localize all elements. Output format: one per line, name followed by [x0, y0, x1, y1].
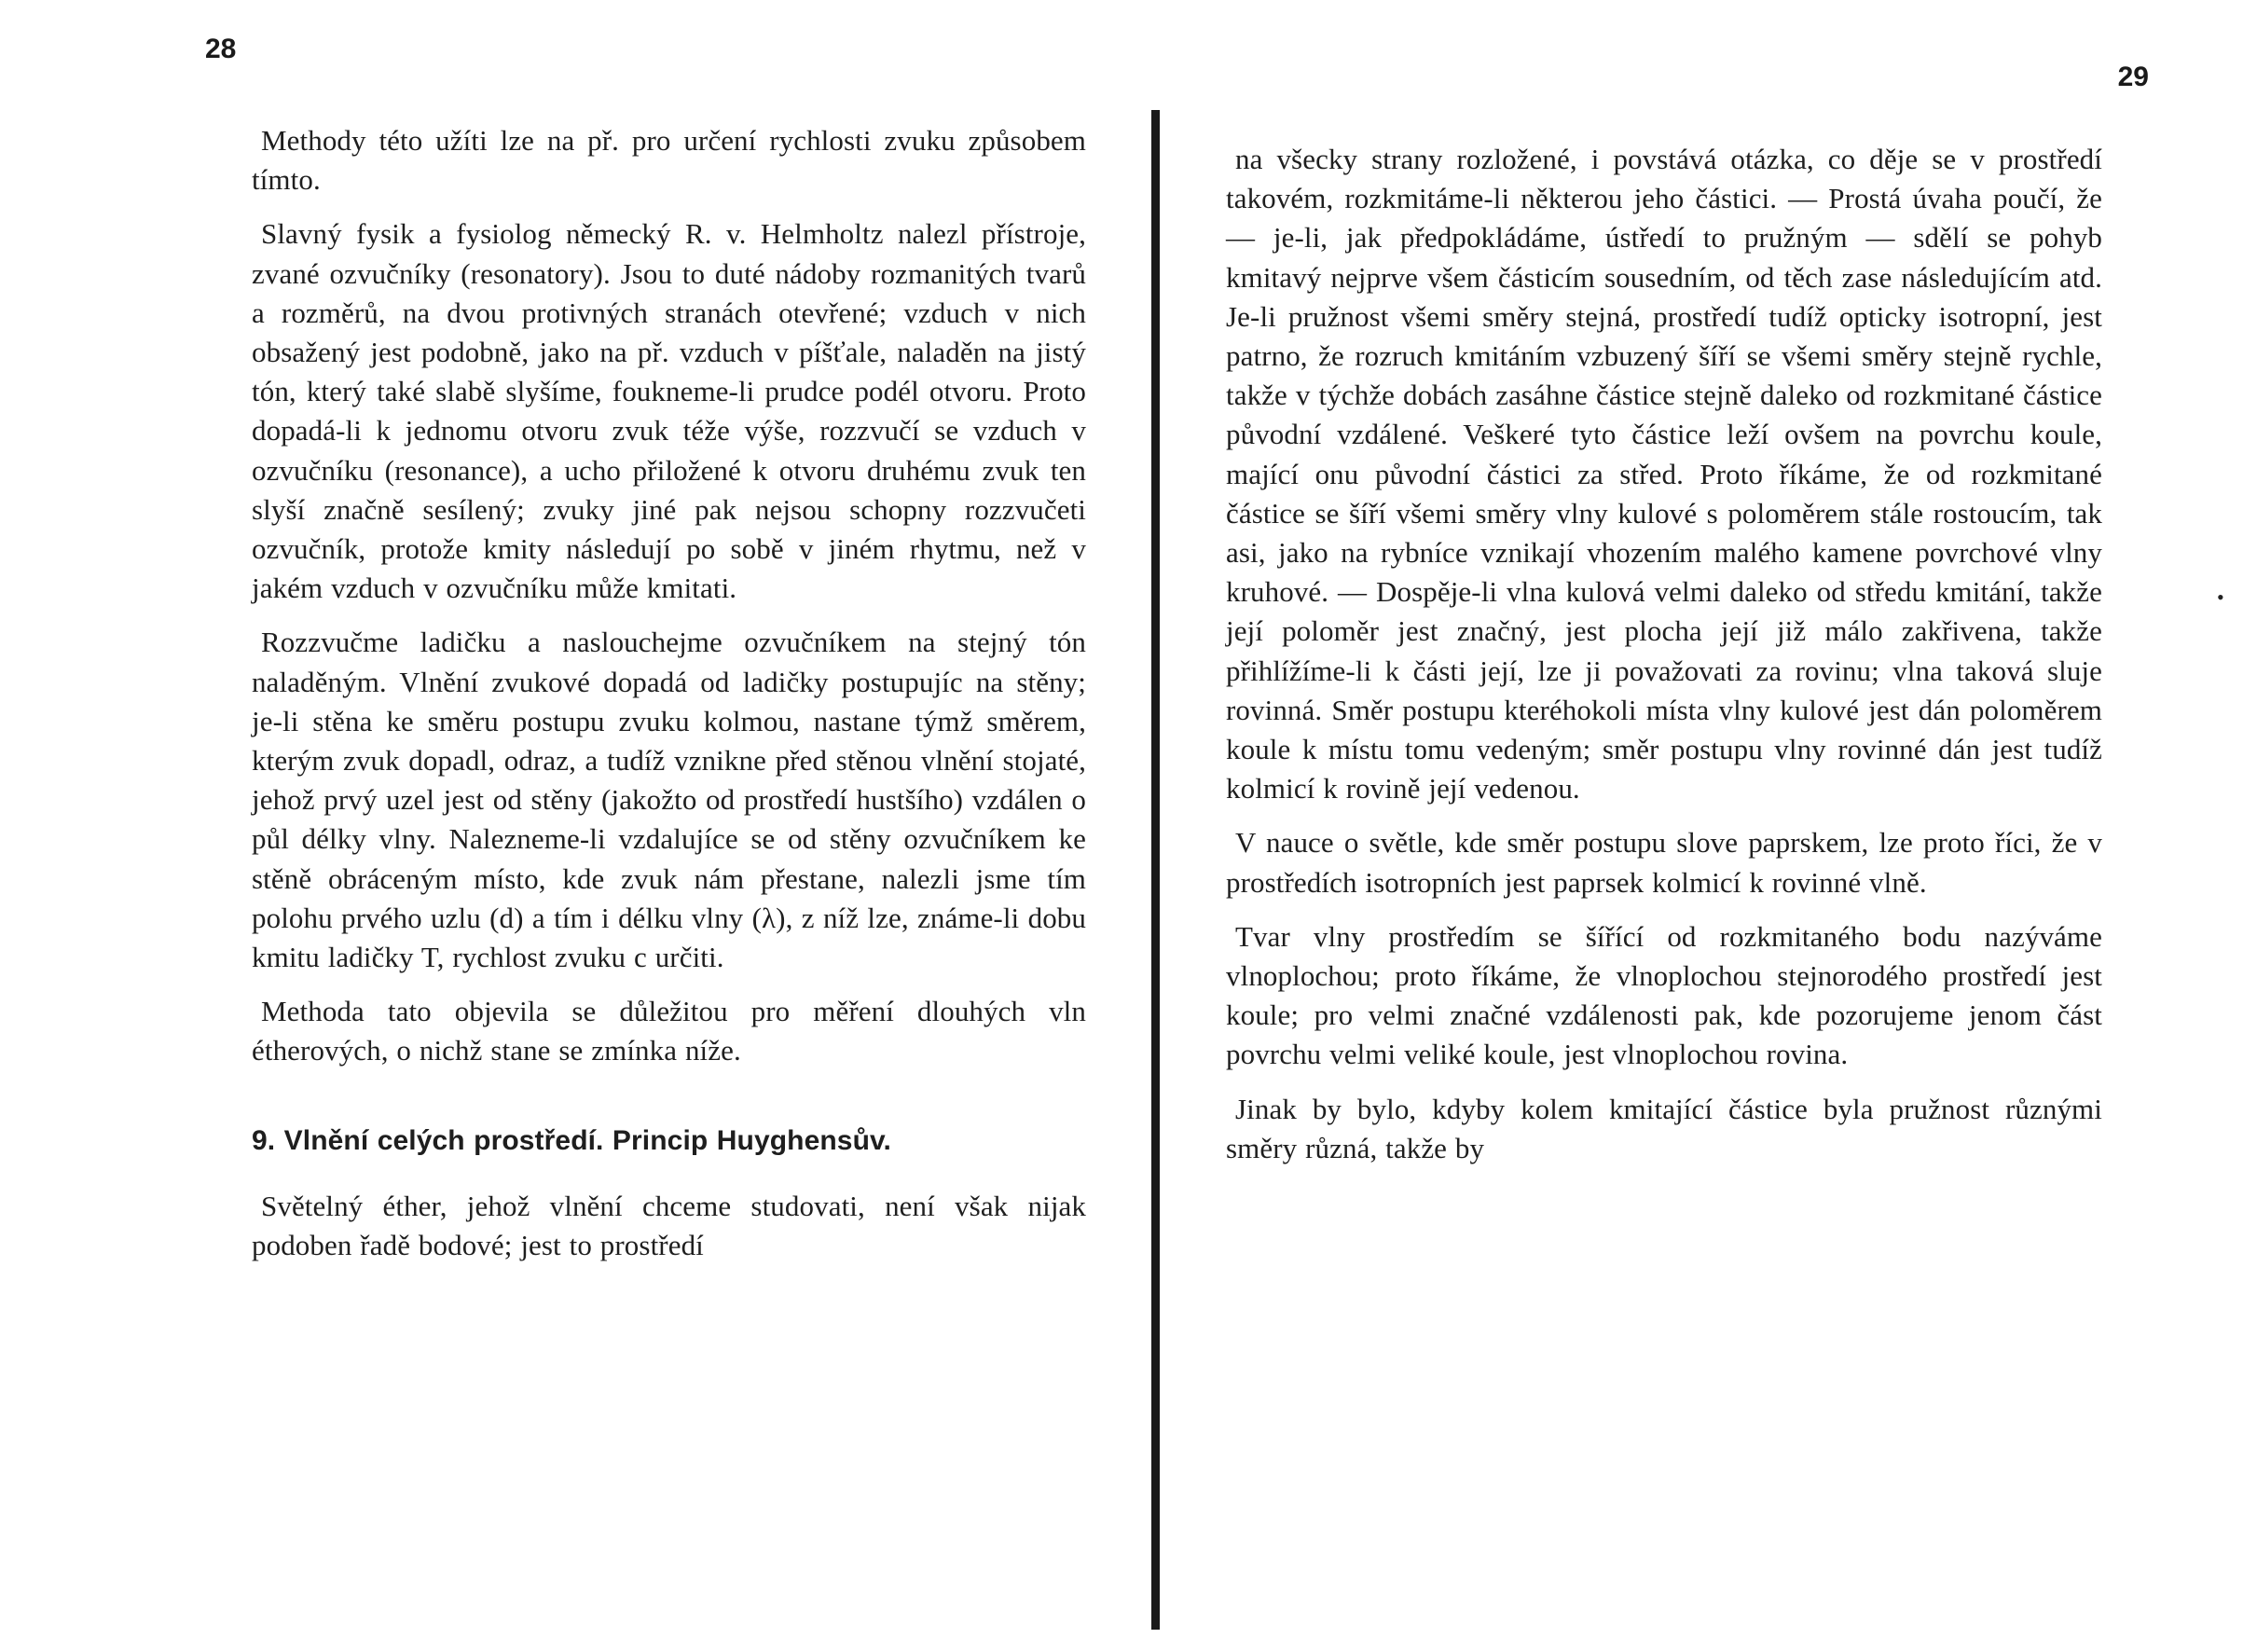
- paragraph: Rozzvučme ladičku a naslouchejme ozvučníkem na stejný tón naladěným. Vlnění zvukové dopadá od ladičky postupujíc na stěny; je-li stěna ke směru postupu zvuku kolmou, nastane týmž směrem, kterým zvuk dopadl, odraz, a tudíž vznikne před stěnou vlnění stojaté, jehož prvý uzel jest od stěny (jakožto od prostředí hustšího) vzdálen o půl délky vlny. Nalezneme-li vzdalujíce se od stěny ozvučníkem ke stěně obráceným místo, kde zvuk nám přestane, nalezli jsme tím polohu prvého uzlu (d) a tím i délku vlny (λ), z níž lze, známe-li dobu kmitu ladičky T, rychlost zvuku c určiti.: [252, 626, 1086, 974]
- paragraph: Slavný fysik a fysiolog německý R. v. Helmholtz nalezl přístroje, zvané ozvučníky (resonatory). Jsou to duté nádoby rozmanitých tvarů a rozměrů, na dvou protivných stranách otevřené; vzduch v nich obsažený jest podobně, jako na př. vzduch v píšťale, naladěn na jistý tón, který také slabě slyšíme, foukneme-li prudce podél otvoru. Proto dopadá-li k jednomu otvoru zvuk téže výše, rozzvučí se vzduch v ozvučníku (resonance), a ucho přiložené k otvoru druhému zvuk ten slyší značně sesílený; zvuky jiné pak nejsou schopny rozzvučeti ozvučník, protože kmity následují po sobě v jiném rhytmu, než v jakém vzduch v ozvučníku může kmitati.: [252, 217, 1086, 605]
- paragraph: V nauce o světle, kde směr postupu slove paprskem, lze proto říci, že v prostředích isotropních jest paprsek kolmicí k rovinné vlně.: [1226, 826, 2102, 899]
- paragraph: Jinak by bylo, kdyby kolem kmitající částice byla pružnost různými směry různá, takže by: [1226, 1092, 2102, 1164]
- paragraph: na všecky strany rozložené, i povstává otázka, co děje se v prostředí takovém, rozkmitáme-li některou jeho částici. — Prostá úvaha poučí, že — je-li, jak předpokládáme, ústředí to pružným — sdělí se pohyb kmitavý nejprve všem částicím sousedním, od těch zase následujícím atd. Je-li pružnost všemi směry stejná, prostředí tudíž opticky isotropní, jest patrno, že rozruch kmitáním vzbuzený šíří se všemi směry stejně rychle, takže v týchže dobách zasáhne částice stejně daleko od rozkmitané částice původní vzdálené. Veškeré tyto částice leží ovšem na povrchu koule, mající onu původní částici za střed. Proto říkáme, že od rozkmitané částice se šíří všemi směry vlny kulové s poloměrem stále rostoucím, tak asi, jako na rybníce vznikají vhozením malého kamene povrchové vlny kruhové. — Dospěje-li vlna kulová velmi daleko od středu kmitání, takže její poloměr jest značný, jest plocha její již málo zakřivena, takže přihlížíme-li k části její, lze ji považovati za rovinu; vlna taková sluje rovinná. Směr postupu kteréhokoli místa vlny kulové jest dán poloměrem koule k místu tomu vedeným; směr postupu vlny rovinné dán jest tudíž kolmicí k rovině její vedenou.: [1226, 143, 2102, 805]
- section-heading: 9. Vlnění celých prostředí. Princip Huyghensův.: [252, 1124, 891, 1156]
- paragraph: Světelný éther, jehož vlnění chceme studovati, není však nijak podoben řadě bodové; jest to prostředí: [252, 1189, 1086, 1261]
- paragraph: Tvar vlny prostředím se šířící od rozkmitaného bodu nazýváme vlnoplochou; proto říkáme, že vlnoplochou stejnorodého prostředí jest koule; pro velmi značné vzdálenosti pak, kde pozorujeme jenom část povrchu velmi veliké koule, jest vlnoplochou rovina.: [1226, 919, 2102, 1071]
- page-number-right: 29: [2117, 62, 2149, 92]
- right-page-text: [1226, 140, 2102, 1183]
- book-gutter-divider: [1151, 110, 1160, 1630]
- left-page-text: [252, 121, 1086, 1280]
- page-number-left: 28: [205, 34, 237, 64]
- paragraph: Methody této užíti lze na př. pro určení rychlosti zvuku způsobem tímto.: [252, 124, 1086, 197]
- paragraph: Methoda tato objevila se důležitou pro měření dlouhých vln étherových, o nichž stane se zmínka níže.: [252, 995, 1086, 1067]
- print-speck: •: [2217, 585, 2224, 609]
